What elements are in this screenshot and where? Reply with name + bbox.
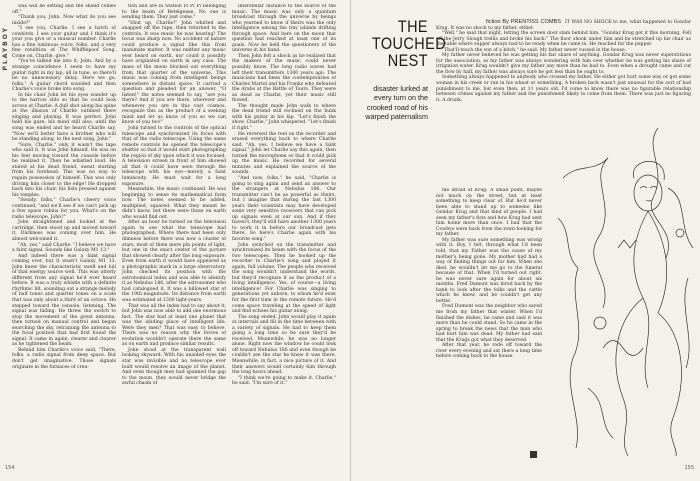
paragraph: He reversed the reel on the recorder and erased everything back to where Charlie said, "Ah, yes. I believe we have a faint signal." John let Charlie say this again, then turned the microphone so that it could pick up the music. He recorded for several minutes and explained the source of the sounds. [232,131,336,176]
paragraph: "That'll teach the son of a bitch," he said. My father never cussed in the house. [442,47,627,53]
paragraph: was will be setting and the shield comes off." [12,4,116,15]
paragraph: The song ended. John would play it again at intervals and fill in the time between with a variety of signals. He had to keep them going a long time so he sure they'd be received. Meanwhile, he was no longer alone. Right now the window he could look off toward Nebulus 186 and even though he couldn't see the star he knew it was there. Meanwhile, in fact, a nice picture of it. And their answers would certainly him through the long hours ahead. [232,314,336,376]
story-intro [436,20,691,103]
paragraph: "Shut up, Charlie!" John whirled and snapped off the tape, then returned to the controls. It was music he was hearing! The focus was sharp now. No accident of nature could produce a signal like this from inanimate matter. It was neither any music ever heard on earth, nor could it possibly have originated on earth in any case. The mass of the moon blocked out everything from that quarter of the universe. This music was coming from intelligent beings somewhere in distant space. It carried a question and pleaded for an answer. "O listen!" the notes seemed to say, "are you there? And if you are there, wherever and whenever you are in this vast cosmos, recognize this as the product of a seeking mind and let us know of you so we can know of you too!" [122,20,226,126]
paragraph: Meanwhile, the music continued. He was beginning to sense its mathematical form now. The notes seemed to be added, multiplied, squared. What they meant he didn't know, but there were those on earth who would find out. [122,187,226,220]
text-column-2 [122,4,226,450]
paragraph: "Well," he said that night, letting the screen door slam behind him, "Gondar Krug got it this morning. Fell off the Jerry Slough trellis and broke his back." The floor shook under him and he stretched up his chair as the table where supper always had to be ready when he came in. He reached for the pepper. [436,31,691,48]
paragraph: tion and are in Station Pi Pi Pi belonging to the beam of Betelgeuse. No one is sending them. They just come." [122,4,226,21]
paragraph: John switched on the transmitter and synchronized its beam with the focus of the two telescopes. Then he hooked up the recorder to Charlie's song and played it again, full volume. The people who received the song wouldn't understand the words, but they'd recognize it as the product of a living intelligence. Yes, of course—a living intelligence! For Charlie was singing to generations yet unborn, to whom he'd exist for the first time in the remote future. He'd come space traveling at the speed of light and find echoes his guitar along. [232,242,336,315]
paragraph: My father never believed he was getting his fair share of anything. Gondar Krug was never superstitious for the association, so my father was always wondering with him over whether he was getting his share of irrigation water. Krug wouldn't give my father any more than he had to. Even when a drought came and cut the flow by half, my father was always sure he got less than he ought to. [436,53,691,75]
story-subtitle: disaster lurked at every turn on the crooked road of his warped paternalism [365,84,428,122]
paragraph: "And now, folks," he said, "Charlie is going to sing again and send an answer to the strangers at Nebulus 186. Our transmitter can't be as powerful as theirs, but I imagine that during the last 1300 years their scientists may have developed some very sensitive receivers that can pick up signals even at our sun. And if they haven't, they'll still have another 1300 years to work it in before our broadcast gets there. So here's Charlie again with his favorite song." [232,175,336,242]
text-column-1 [12,4,116,450]
story-title [362,17,447,70]
title-line-1: THE [397,17,428,36]
page-number-right: 155 [684,465,694,471]
paragraph: "I see you, Charlie. I see a batch of cowbirds. I see your guitar and I think it's your you give or a musical number. Charlie has a fine luminous voice, folks, and a very fine rendition of The Whifflepoof Song. Come on, Charlie, give." [12,26,116,59]
paragraph: That was all the index had to say about it, but John was now able to add one enormous fact. The star had at least one planet that was the abiding place of intelligent life. Were they men? That was easy to believe. There was no reason why the forces of evolution wouldn't operate there the same as on earth and produce similar results. [122,303,226,348]
paragraph: After that year, he rode off toward the river every evening and sat there a long time before coming back to the house. [436,343,542,360]
text-column-3 [232,4,336,450]
running-head: PLAYBOY [2,26,9,71]
paragraph: The thought made John walk to where the dead friend still reclined on the bunk with his guitar in his lap. "Let's finish the show, Charlie," John whispered. "Let's finish it right." [232,103,336,132]
paragraph: John straightened and looked at the cartridge, then stood up and moved toward it. Darkness was coming over him. He almost welcomed it. [12,220,116,242]
paragraph: "Sure, Charlie," only it wasn't the tape who said it. It was John himself. He was on his feet moving toward the console before he realized it. Then he whistled loud. He stared at his dead friend, sweat starting from his forehead. This was no way to regain possession of himself. This was only driving him closer to the edge! He dropped back into his chair, his fists pressed against his temples. [12,142,116,198]
paragraph: interstellar distance to the source of the music. The music was only a quantum broadcast through the universe by beings who yearned to know if theirs was the only intelligence among the tiny islands drifting through space. And here on the moon that question had reached at least one of its goals. Now he held the questioners of the universe in his hand. [232,4,336,54]
title-line-2: TOUCHED [371,34,447,53]
paragraph: me afraid of Krug. A small point, maybe not much on the street, but at least something to keep clear of. But he'd never been able to stand up to someone like Gondar Krug and that kind of people. I had seen my father's fists and how Krug had sent him home more than once. I had that the Cowbys were back from the town looking for my father. [436,188,542,238]
intro-lead: IT WAS NO SHOCK to me, what happened to Gondar Krug. It was no shock to my father, either. [436,20,692,31]
paragraph: John turned to the controls of the optical telescope and synchronized its focus with that of the radio telescope. Using the same remote controls he opened the telescope's shutter so that it would start photographing the region of sky upon which it was focused. A television screen in front of him showed all that it could have seen through the telescope with his eye—merely a faint luminosity. He must wait for a long exposure. [122,126,226,187]
paragraph: "You've talked me into it, John. And by a strange coincidence I seem to have my guitar right in my lap, all in tune, so there'll be no unnecessary delay. Here we go, folks." A guitar chord sounded and then Charlie's voice broke into song. [12,59,116,93]
line-illustration [548,118,698,458]
byline: fiction By PRENTISS COMBS [486,19,561,25]
right-text-column [436,188,542,450]
paragraph: Something always happened to anybody who crossed my father. He either got hurt some way or got some woman in his creek or ran in his wheat or something. A broken back wasn't just unusual for the sort of bad punishment to me, but even then, at 11 years old, I'd come to know there was no figurable relationship between crimes against my father and the punishment likely to come from them. There was just no figuring it. A drunk. [436,75,691,103]
paragraph: Fred Dumont was the neighbor who saved me from my father that winter. When I'd finished the dishes, he came and said it was more than he could stand. So he came in the spring to break the news that the man who had hurt him was dead. My father had said that the Krugs got what they deserved. [436,304,542,343]
paragraph: "Thank you, John. Now what do you see inside?" [12,15,116,26]
paragraph: In his chair John let his eyes wander up to the narrow slits so that he could look across at Charlie. A dull shot along his spine at the illusion of Charlie outlined there singing and playing. It was perfect. John held his gaze, his mind still also, until the song was ended and he heard Charlie say, "Now we'll better have a brother who will be standing along, to the next song, John." [12,92,116,143]
intro-paragraphs [436,31,691,103]
end-mark [530,451,537,458]
paragraph: "Ah, yes," said Charlie. "I believe we have a faint signal. Sounds like Galaxy M1 13." [12,242,116,254]
paragraph: "I think we're going to make it, Charlie," he said. "I'm sure of it." [232,375,336,387]
paragraph: Then John felt a shock as he realized that the makers of the music could never possibly know. The long radio waves had left their transmitters 1300 years ago. The musicians had been the contemporaries of Charles Martel and his Franks who defeated the Arabs at the Battle of Tours. They were as dead as Charlie, yet their music still flowed. [232,53,336,104]
paragraph: "Steady, folks," Charlie's cheery voice continued, "and we'll see if we can't pick up a few space robins for you. What's on the radio telescope, John?" [12,198,116,220]
paragraph: My father was sure something was wrong with it. Boy, I felt, through what I'd been told, that my Father was the cause of my mother's being gone. My mother had had a way of finding things out for him. When she died, he wouldn't let me go to the funeral because of that. When I'd turned out right, he was never sure again for about six months. Fred Dumont was hired back by the bank to look after the folks and the cattle which he knew, and he couldn't get any better. [436,237,542,304]
paragraph: After an hour he turned on the television again to see what the telescope had photographed. Where there had been only dimness before there was now a cluster of stars, most of them mere pin points of light, but one in the exact center of the picture that showed clearly after the long exposure. Even from earth it would have appeared as a photographic mark in a large observatory. John checked its position with the astronomical index and was able to identify it as Nebulus 186, after the astronomer who had catalogued it. It was a billowed star of the 19th magnitude. Its distance from earth was estimated at 1300 light-years. [122,220,226,303]
page-number-left: 154 [5,465,15,471]
paragraph: Behind him Charlie's voice said, "There, folks, a radio signal from deep space. But don't get imaginative. Those signals originate in the furnaces of crea- [12,347,116,370]
title-line-3: NEST [387,51,428,70]
paragraph: John stood at the transparent wall looking skyward. With his unaided eyes the star was invisible and no telescope ever built would resolve an image of the planet. And even though men had spanned the gap to the moon, they would never bridge the awful chasm of [122,347,226,387]
paragraph: And indeed there was a faint signal coming over, but it wasn't Galaxy M1 13. John knew the characteristic swell and lull of that energy source well. This was utterly different from any signal he'd ever heard before. It was a truly whistle with a definite rhythmic lilt, sounding out a strange melody of half tones and quarter tones on a scale that was only about a third of an octave. He stepped toward the console, listening. The signal was fading. He threw the switch to stop the movement of the great antenna, then turned on manual control and began searching the sky, retraining the antenna to the focal position that had first found the signal. It came in again, clearer and clearer as he tightened the beam. [12,253,116,348]
